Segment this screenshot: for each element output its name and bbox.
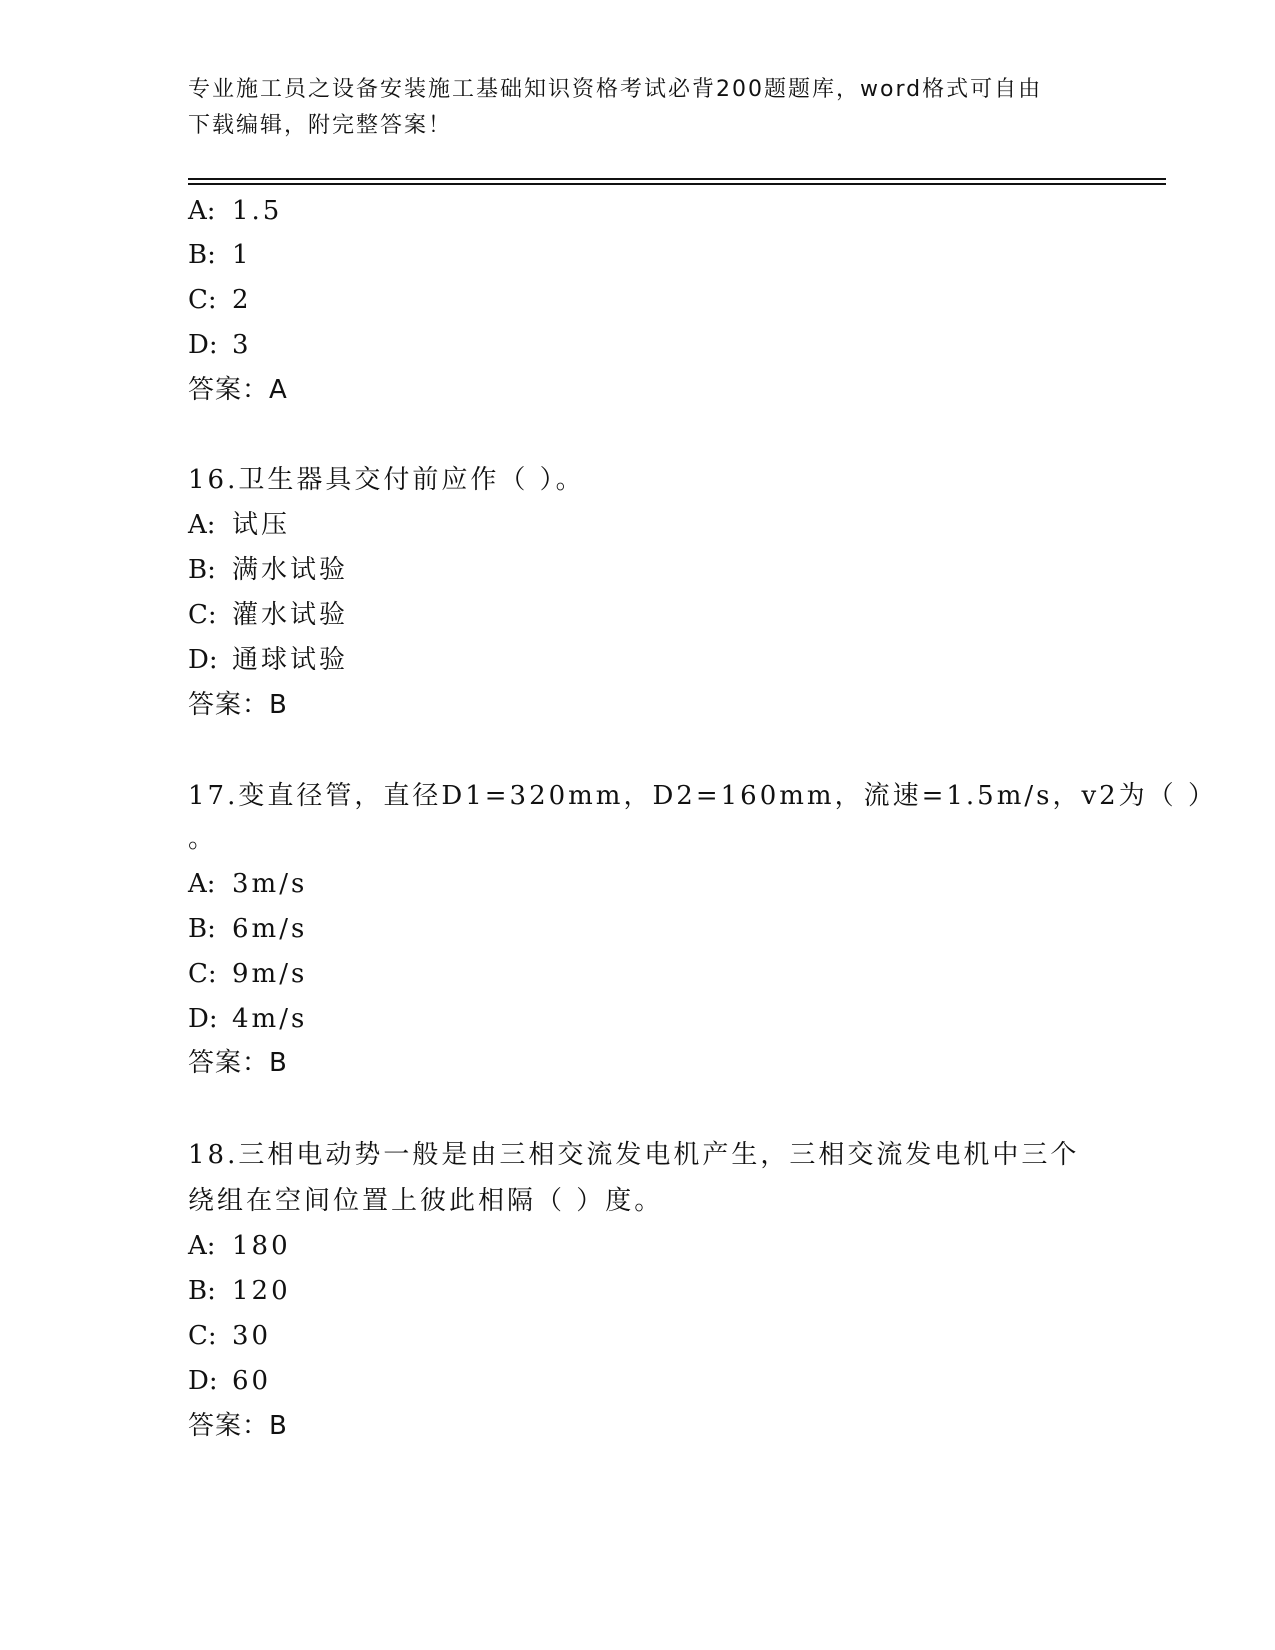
q17-option-d	[188, 1002, 307, 1036]
header-line-2: 下载编辑，附完整答案！	[188, 113, 453, 138]
option-text: 180	[232, 1231, 291, 1261]
option-letter: A:	[188, 510, 216, 540]
option-letter: B:	[188, 555, 216, 585]
q16-option-d	[188, 643, 348, 677]
option-text: 1.5	[232, 196, 283, 226]
option-text: 30	[232, 1321, 272, 1351]
option-text: 1	[232, 240, 252, 270]
q18-answer: 答案：B	[188, 1411, 288, 1441]
option-text: 120	[232, 1276, 291, 1306]
option-letter: A:	[188, 196, 216, 226]
option-letter: C:	[188, 959, 217, 989]
q16-option-a	[188, 508, 290, 542]
prev-option-a	[188, 194, 282, 228]
q16-option-b	[188, 553, 348, 587]
option-text: 2	[232, 285, 252, 315]
q18-option-b	[188, 1274, 291, 1308]
q16-option-c	[188, 598, 348, 632]
q17-stem-line-2: 。	[188, 824, 218, 854]
option-text: 9m/s	[232, 959, 308, 989]
q18-option-c	[188, 1319, 271, 1353]
q17-answer: 答案：B	[188, 1048, 288, 1078]
q17-option-a	[188, 867, 307, 901]
q18-stem-line-2: 绕组在空间位置上彼此相隔（ ）度。	[188, 1186, 664, 1216]
q17-option-b	[188, 912, 307, 946]
option-letter: C:	[188, 1321, 217, 1351]
option-text: 3m/s	[232, 869, 308, 899]
option-letter: C:	[188, 600, 217, 630]
option-letter: A:	[188, 1231, 216, 1261]
option-text: 3	[232, 330, 252, 360]
option-letter: D:	[188, 1366, 218, 1396]
document-header	[188, 72, 1088, 144]
option-text: 满水试验	[232, 555, 349, 585]
option-text: 6m/s	[232, 914, 308, 944]
option-letter: B:	[188, 240, 216, 270]
option-letter: C:	[188, 285, 217, 315]
option-letter: B:	[188, 914, 216, 944]
prev-answer: 答案：A	[188, 375, 288, 405]
option-letter: D:	[188, 330, 218, 360]
option-text: 通球试验	[232, 645, 349, 675]
option-text: 60	[232, 1366, 272, 1396]
option-text: 灌水试验	[232, 600, 349, 630]
option-letter: A:	[188, 869, 216, 899]
q17-option-c	[188, 957, 307, 991]
q17-stem-line-1: 17.变直径管，直径D1=320mm，D2=160mm，流速=1.5m/s，v2为（ ）	[188, 781, 1217, 811]
prev-option-b	[188, 238, 252, 272]
q18-option-a	[188, 1229, 291, 1263]
option-text: 试压	[232, 510, 291, 540]
prev-option-d	[188, 328, 252, 362]
q18-option-d	[188, 1364, 271, 1398]
q16-answer: 答案：B	[188, 690, 288, 720]
option-letter: D:	[188, 1004, 218, 1034]
header-rule-bottom	[188, 183, 1166, 185]
option-text: 4m/s	[232, 1004, 308, 1034]
q18-stem-line-1: 18.三相电动势一般是由三相交流发电机产生，三相交流发电机中三个	[188, 1140, 1080, 1170]
header-line-1: 专业施工员之设备安装施工基础知识资格考试必背200题题库，word格式可自由	[188, 77, 1043, 102]
option-letter: B:	[188, 1276, 216, 1306]
q16-stem: 16.卫生器具交付前应作（ ）。	[188, 465, 585, 495]
option-letter: D:	[188, 645, 218, 675]
header-rule-top	[188, 178, 1166, 180]
prev-option-c	[188, 283, 252, 317]
